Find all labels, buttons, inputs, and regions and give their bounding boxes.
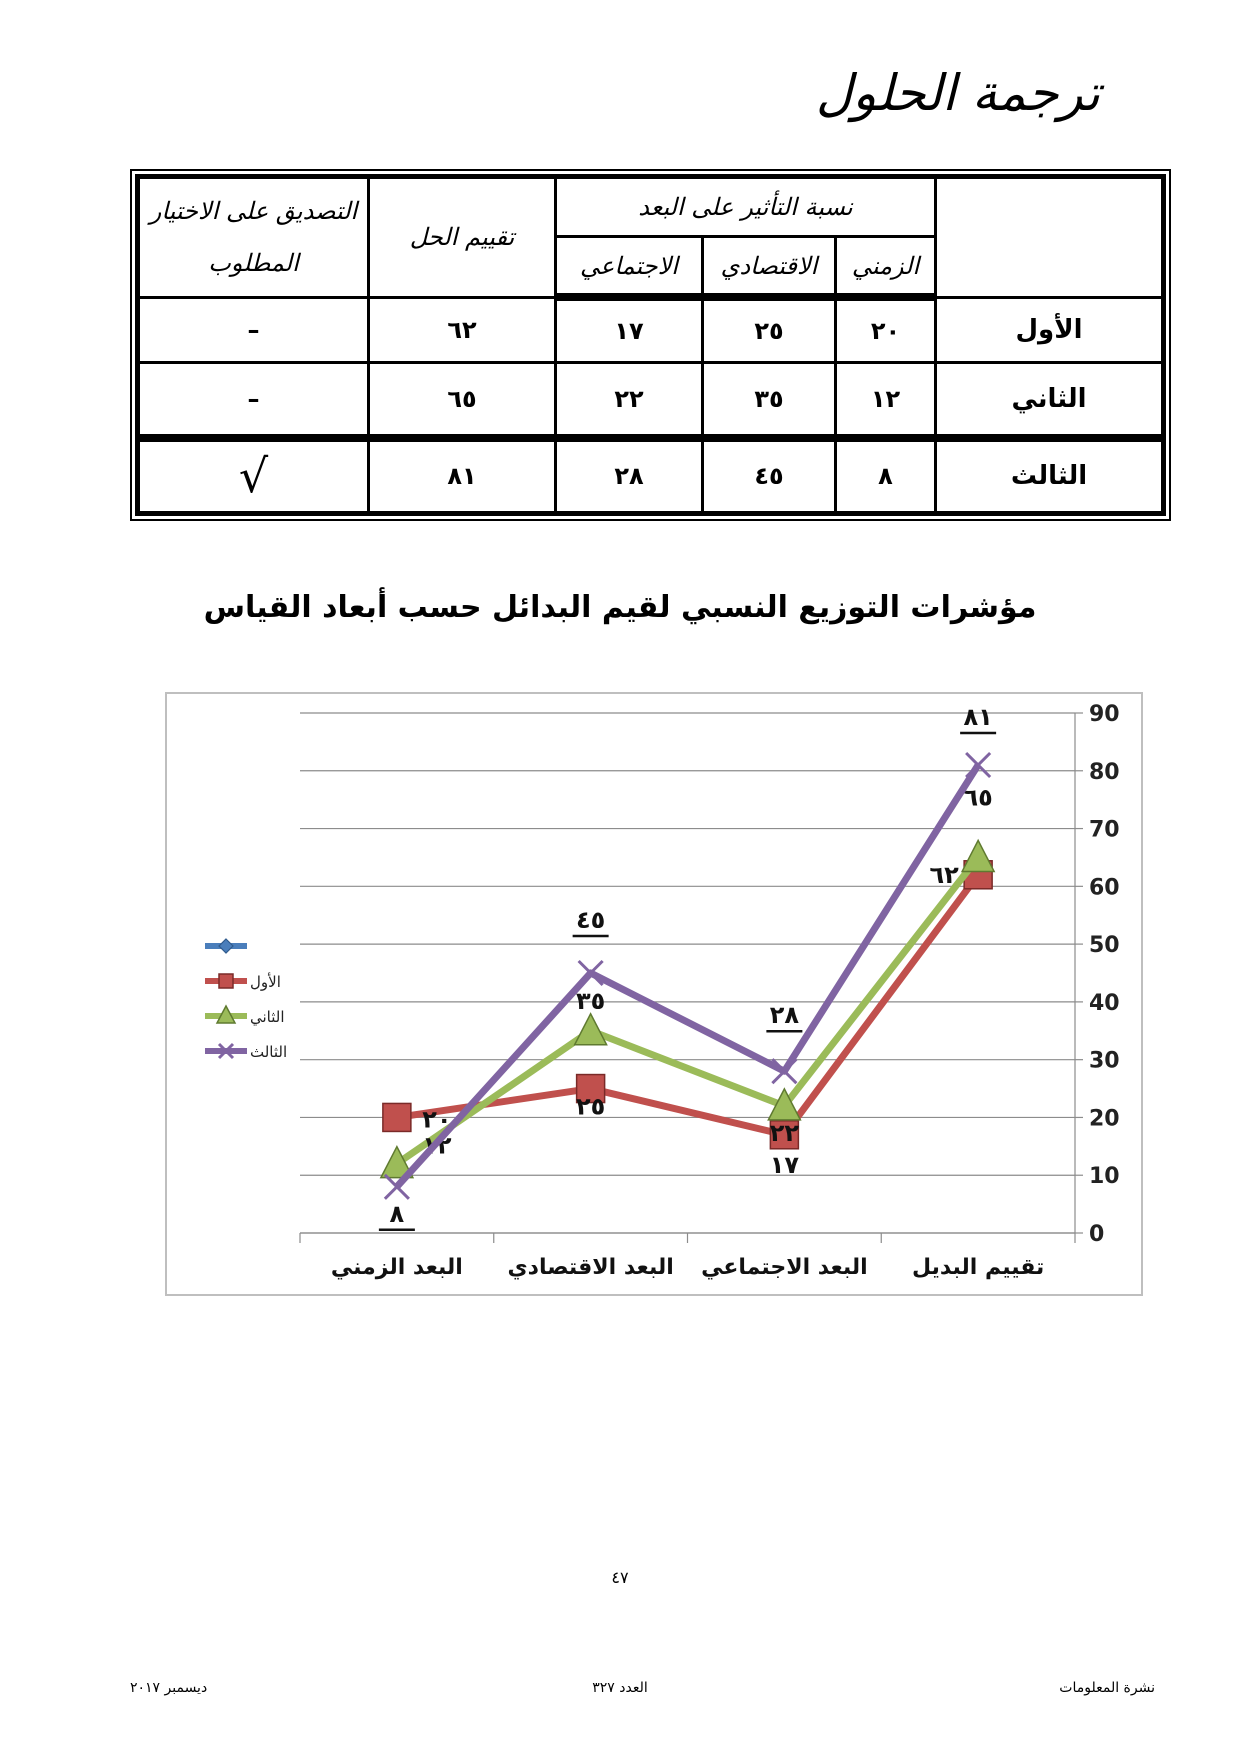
time-cell: ٨ [836,438,936,514]
y-tick-label: 50 [1089,933,1120,959]
evaluation-cell: ٦٢ [369,297,556,362]
x-tick-label: البعد الاقتصادي [507,1255,674,1280]
legend-marker [219,939,233,953]
x-tick-label: البعد الزمني [330,1255,463,1280]
data-label: ١٢ [422,1131,452,1160]
data-label: ٤٥ [575,906,606,934]
data-point [383,1103,411,1131]
time-header: الزمني [836,237,936,297]
evaluation-cell: ٦٥ [369,362,556,438]
footer-issue: العدد ٣٢٧ [592,1680,648,1696]
y-tick-label: 10 [1089,1164,1120,1190]
y-tick-label: 90 [1089,702,1120,727]
data-label: ٢٢ [769,1118,800,1147]
time-cell: ٢٠ [836,297,936,362]
x-tick-label: تقييم البديل [911,1255,1045,1280]
data-point [772,1059,796,1083]
social-cell: ٢٨ [556,438,703,514]
evaluation-header: تقييم الحل [369,177,556,298]
y-tick-label: 80 [1089,759,1120,785]
social-cell: ٢٢ [556,362,703,438]
economic-header: الاقتصادي [703,237,836,297]
data-point [962,840,994,871]
evaluation-cell: ٨١ [369,438,556,514]
legend-marker [219,974,233,988]
y-tick-label: 30 [1089,1048,1120,1074]
page-heading: ترجمة الحلول [815,64,1100,122]
y-tick-label: 70 [1089,817,1120,843]
data-label: ٢٥ [575,1092,606,1121]
row-label: الثالث [936,438,1164,514]
data-label: ٦٢ [929,860,959,889]
y-tick-label: 20 [1089,1106,1120,1132]
y-tick-label: 60 [1089,875,1120,901]
data-label: ٢٨ [769,1001,800,1030]
footer-date: ديسمبر ٢٠١٧ [130,1680,208,1696]
social-header: الاجتماعي [556,237,703,297]
impact-group-header: نسبة التأثير على البعد [556,177,936,237]
economic-cell: ٣٥ [703,362,836,438]
chart-title: مؤشرات التوزيع النسبي لقيم البدائل حسب أبعاد القياس [203,590,1037,625]
economic-cell: ٢٥ [703,297,836,362]
row-label: الأول [936,297,1164,362]
approval-cell: – [138,297,369,362]
approval-cell: √ [138,438,369,514]
data-point [966,753,990,777]
social-cell: ١٧ [556,297,703,362]
approval-cell: – [138,362,369,438]
data-label: ٣٥ [575,986,606,1015]
data-label: ٨١ [963,703,993,731]
time-cell: ١٢ [836,362,936,438]
legend-label: الأول [250,973,281,991]
data-label: ١٧ [769,1150,800,1179]
data-label: ٦٥ [963,783,993,812]
data-point [575,1014,607,1045]
approval-header: التصديق على الاختيار المطلوب [138,177,369,298]
y-tick-label: 40 [1089,990,1120,1016]
legend-label: الثالث [250,1043,288,1061]
row-label: الثاني [936,362,1164,438]
page-number: ٤٧ [611,1568,629,1587]
x-tick-label: البعد الاجتماعي [701,1255,868,1280]
data-label: ٨ [389,1199,405,1228]
economic-cell: ٤٥ [703,438,836,514]
y-tick-label: 0 [1089,1222,1105,1247]
data-label: ٢٠ [422,1105,452,1134]
legend-label: الثاني [250,1008,285,1026]
data-point [579,961,603,985]
footer-publication: نشرة المعلومات [1059,1680,1155,1696]
